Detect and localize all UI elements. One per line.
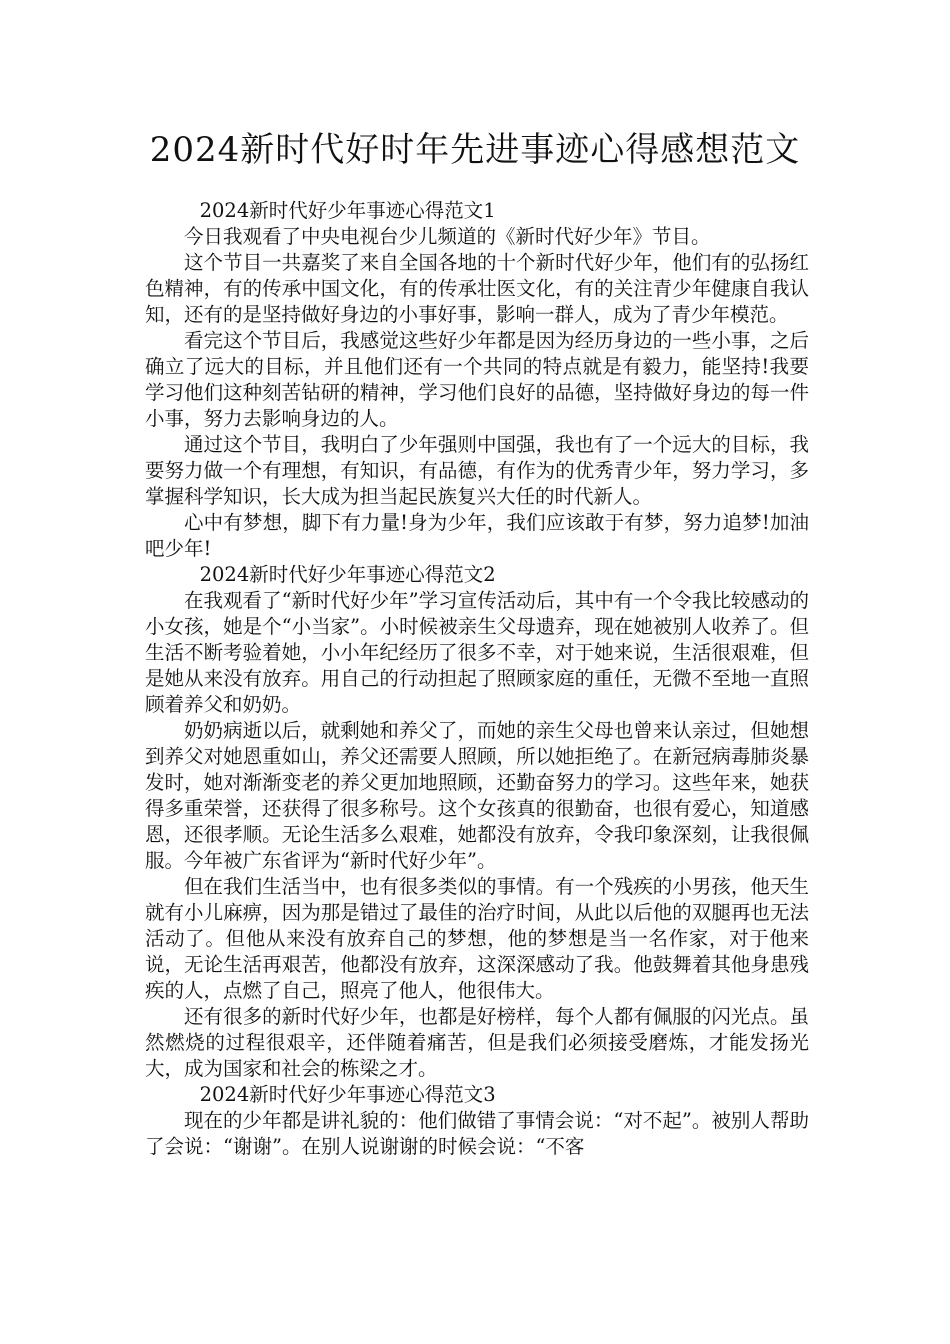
paragraph: 今日我观看了中央电视台少儿频道的《新时代好少年》节目。 [184, 225, 711, 248]
paragraph: 但在我们生活当中，也有很多类似的事情。有一个残疾的小男孩，他天生就有小儿麻痹，因为那是错过了最佳的治疗时间，从此以后他的双腿再也无法活动了。但他从来没有放弃自己的梦想，他的梦想是当一名作家，对于他来说，无论生活再艰苦，他都没有放弃，这深深感动了我。他鼓舞着其他身患残疾的人，点燃了自己，照亮了他人，他很伟大。 [145, 875, 809, 1002]
section-heading: 2024新时代好少年事迹心得范文1 [199, 199, 496, 222]
paragraph: 看完这个节目后，我感觉这些好少年都是因为经历身边的一些小事，之后确立了远大的目标，并且他们还有一个共同的特点就是有毅力，能坚持!我要学习他们这种刻苦钻研的精神，学习他们良好的品德，坚持做好身边的每一件小事，努力去影响身边的人。 [145, 329, 809, 430]
paragraph: 现在的少年都是讲礼貌的：他们做错了事情会说：“对不起”。被别人帮助了会说：“谢谢”。在别人说谢谢的时候会说：“不客 [145, 1109, 809, 1158]
paragraph: 这个节目一共嘉奖了来自全国各地的十个新时代好少年，他们有的弘扬红色精神，有的传承中国文化，有的传承壮医文化，有的关注青少年健康自我认知，还有的是坚持做好身边的小事好事，影响一群人，成为了青少年模范。 [145, 251, 809, 326]
paragraph: 还有很多的新时代好少年，也都是好榜样，每个人都有佩服的闪光点。虽然燃烧的过程很艰辛，还伴随着痛苦，但是我们必须接受磨炼，才能发扬光大，成为国家和社会的栋梁之才。 [145, 1005, 809, 1080]
paragraph: 奶奶病逝以后，就剩她和养父了，而她的亲生父母也曾来认亲过，但她想到养父对她恩重如山，养父还需要人照顾，所以她拒绝了。在新冠病毒肺炎暴发时，她对渐渐变老的养父更加地照顾，还勤奋努力的学习。这些年来，她获得多重荣誉，还获得了很多称号。这个女孩真的很勤奋，也很有爱心，知道感恩，还很孝顺。无论生活多么艰难，她都没有放弃，令我印象深刻，让我很佩服。今年被广东省评为“新时代好少年”。 [145, 719, 809, 872]
paragraph: 心中有梦想，脚下有力量!身为少年，我们应该敢于有梦，努力追梦!加油吧少年! [145, 511, 809, 560]
paragraph: 在我观看了“新时代好少年”学习宣传活动后，其中有一个令我比较感动的小女孩，她是个“小当家”。小时候被亲生父母遗弃，现在她被别人收养了。但生活不断考验着她，小小年纪经历了很多不幸，对于她来说，生活很艰难，但是她从来没有放弃。用自己的行动担起了照顾家庭的重任，无微不至地一直照顾着养父和奶奶。 [145, 589, 809, 716]
document-body [145, 198, 809, 1160]
section-heading: 2024新时代好少年事迹心得范文3 [199, 1083, 496, 1106]
section-heading: 2024新时代好少年事迹心得范文2 [199, 563, 496, 586]
document-title: 2024新时代好时年先进事迹心得感想范文 [149, 130, 801, 170]
paragraph: 通过这个节目，我明白了少年强则中国强，我也有了一个远大的目标，我要努力做一个有理想，有知识，有品德，有作为的优秀青少年，努力学习，多掌握科学知识，长大成为担当起民族复兴大任的时代新人。 [145, 433, 809, 508]
